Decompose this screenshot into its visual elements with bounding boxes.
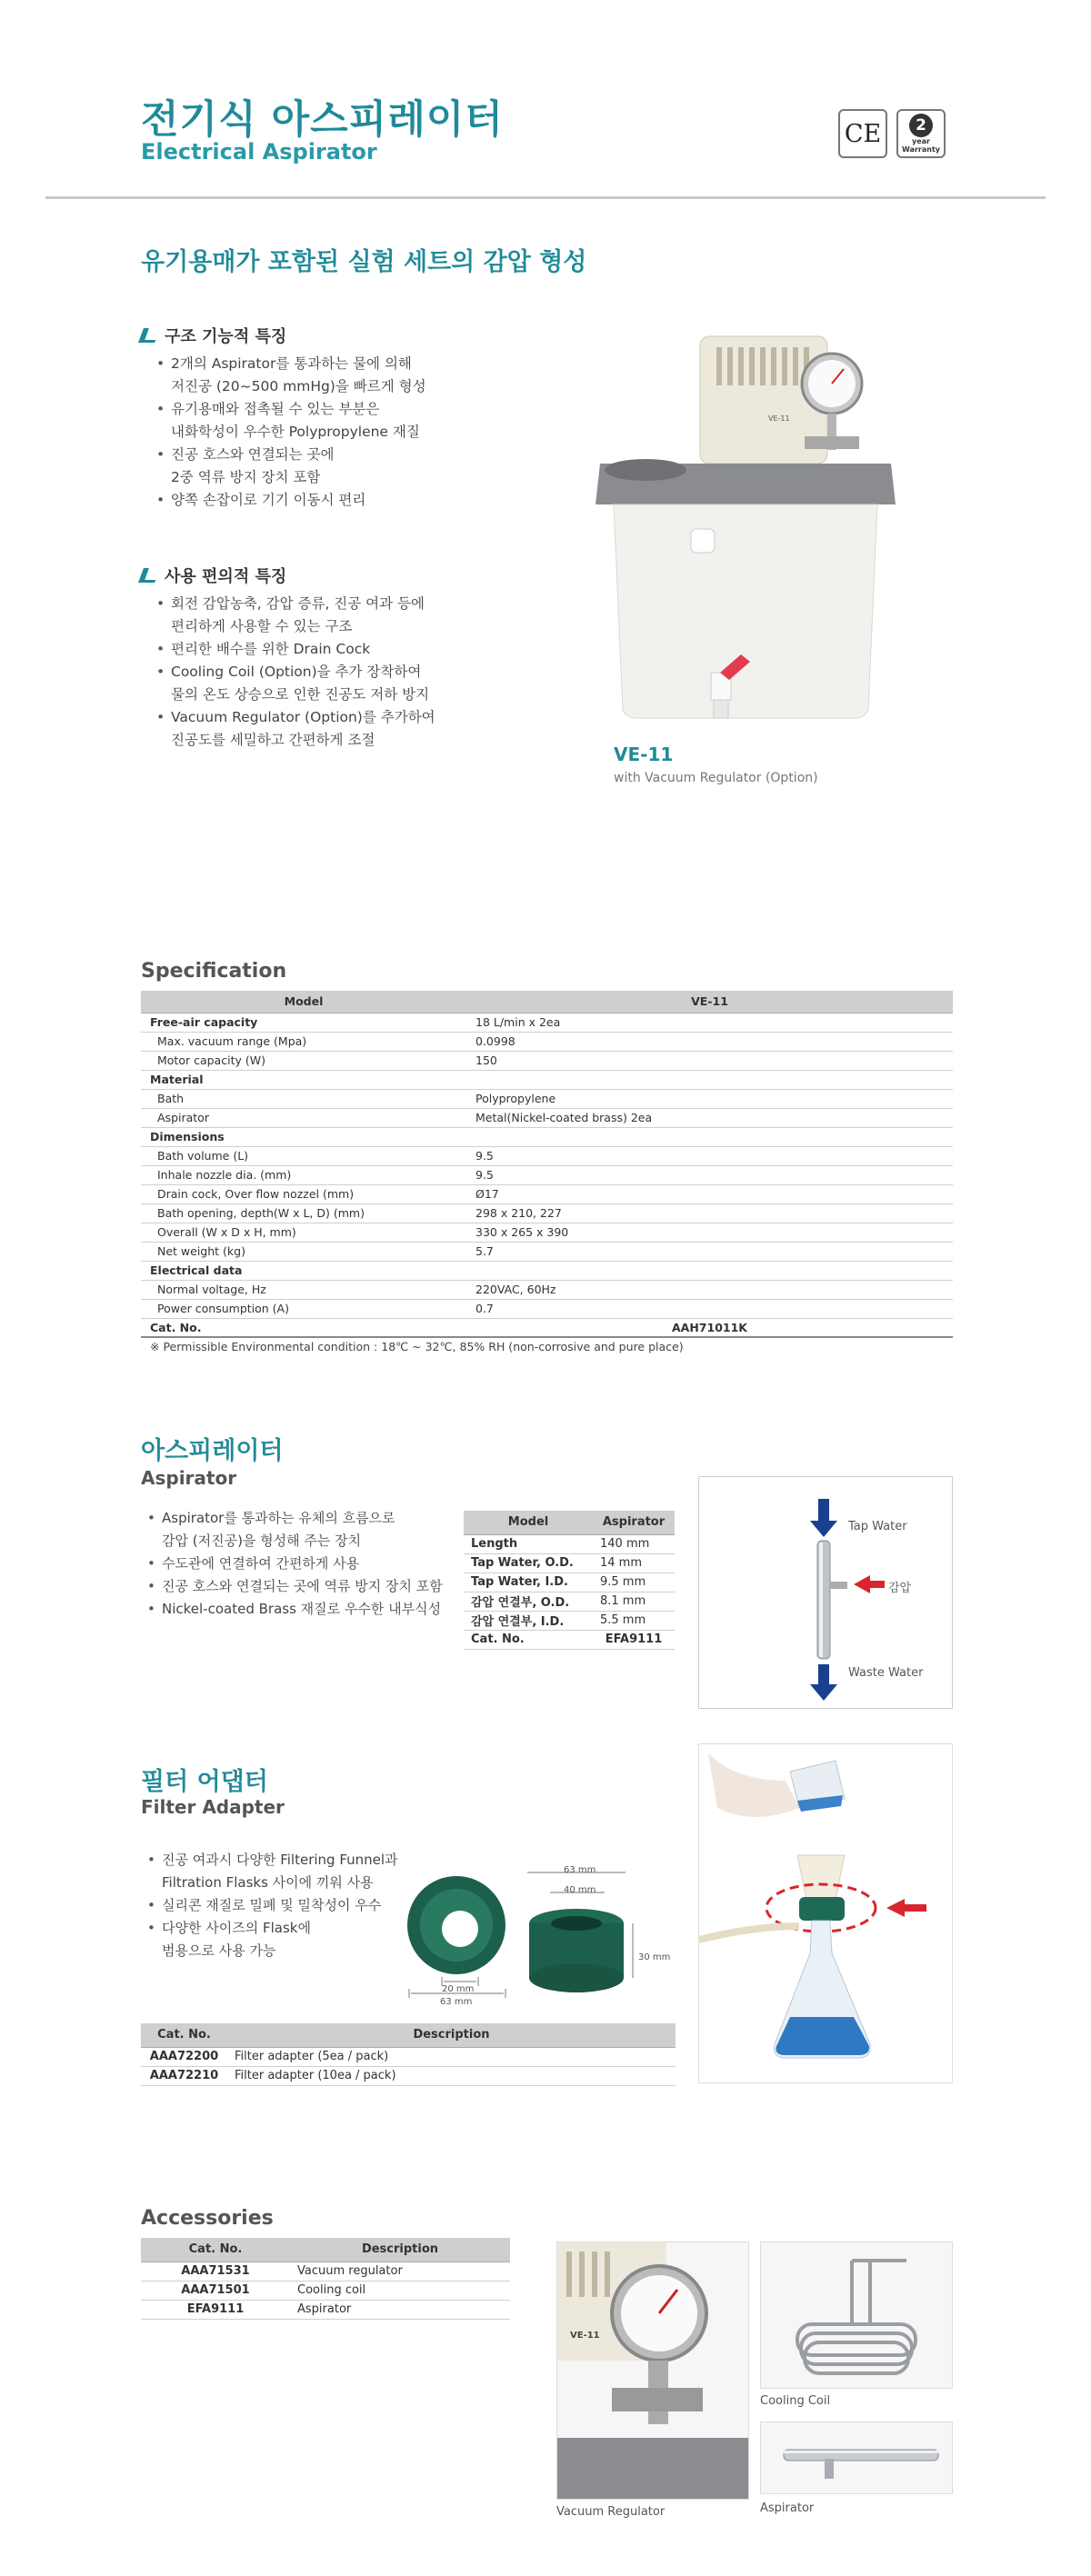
table-row [141, 1108, 953, 1127]
product-model-caption: VE-11 [614, 744, 674, 765]
accessory-cat-no: EFA9111 [141, 2300, 290, 2319]
spec-label: Net weight (kg) [141, 1242, 466, 1261]
aspirator-photo [760, 2421, 953, 2494]
dim-height: 30 mm [638, 1952, 671, 1962]
table-row [141, 1032, 953, 1051]
spec-value: 5.7 [466, 1242, 953, 1261]
ce-mark-label: CE [844, 119, 882, 148]
list-item: • 회전 감압농축, 감압 증류, 진공 여과 등에 편리하게 사용할 수 있는 구조 [153, 593, 553, 638]
table-row [141, 1242, 953, 1261]
accessory-description: Vacuum regulator [290, 2261, 510, 2281]
spec-label: Bath opening, depth(W x L, D) (mm) [141, 1203, 466, 1223]
dim-bottom-outer: 63 mm [440, 1997, 473, 2007]
filter-title: 필터 어댑터 [141, 1768, 268, 1796]
vacuum-regulator-label: Vacuum Regulator [556, 2505, 666, 2519]
list-item: • Nickel-coated Brass 재질로 우수한 내부식성 [144, 1598, 444, 1621]
ce-mark-badge [838, 109, 887, 158]
table-row [141, 2261, 510, 2281]
aspirator-spec-value: EFA9111 [593, 1630, 675, 1649]
pencil-icon [138, 328, 160, 343]
list-item: • 진공 호스와 연결되는 곳에 2중 역류 방지 장치 포함 [153, 444, 535, 489]
table-row [141, 1070, 953, 1089]
table-row [464, 1534, 675, 1553]
list-item: • 실리콘 재질로 밀폐 및 밀착성이 우수 [144, 1894, 416, 1917]
warranty-number: 2 [909, 114, 933, 137]
aspirator-col-model: Model [464, 1511, 593, 1534]
spec-label: Dimensions [141, 1127, 466, 1146]
page-title: 전기식 아스피레이터 [141, 97, 504, 143]
spec-value: 298 x 210, 227 [466, 1203, 953, 1223]
filter-col-cat: Cat. No. [141, 2023, 227, 2047]
table-row [464, 1573, 675, 1592]
list-item: • 유기용매와 접촉될 수 있는 부분은 내화학성이 우수한 Polypropylene 재질 [153, 398, 535, 444]
page-subtitle: Electrical Aspirator [141, 139, 377, 165]
spec-value: 0.0998 [466, 1032, 953, 1051]
spec-value [466, 1261, 953, 1280]
aspirator-spec-label: 감압 연결부, I.D. [464, 1611, 593, 1630]
aspirator-photo-label: Aspirator [760, 2501, 815, 2515]
aspirator-list [144, 1507, 444, 1621]
vacuum-regulator-photo [556, 2242, 749, 2500]
list-item: • 진공 호스와 연결되는 곳에 역류 방지 장치 포함 [144, 1575, 444, 1598]
warranty-label: year Warranty [902, 137, 940, 154]
list-item: • Cooling Coil (Option)을 추가 장착하여 물의 온도 상승으로 인한 진공도 저하 방지 [153, 661, 553, 706]
aspirator-spec-value: 5.5 mm [593, 1611, 675, 1630]
table-row [141, 1165, 953, 1184]
spec-table [141, 991, 953, 1338]
filter-cat-no: AAA72200 [141, 2047, 227, 2066]
filter-col-desc: Description [227, 2023, 676, 2047]
list-item: • 수도관에 연결하여 간편하게 사용 [144, 1553, 444, 1575]
aspirator-spec-label: Cat. No. [464, 1630, 593, 1649]
filter-adapter-diagram [400, 1863, 682, 2018]
filter-description: Filter adapter (5ea / pack) [227, 2047, 676, 2066]
spec-value: 18 L/min x 2ea [466, 1013, 953, 1032]
usability-list [153, 593, 553, 752]
aspirator-subtitle: Aspirator [141, 1467, 237, 1489]
aspirator-spec-label: Length [464, 1534, 593, 1553]
pencil-icon [138, 568, 160, 583]
dim-bottom-inner: 20 mm [442, 1984, 475, 1994]
table-row [141, 1013, 953, 1032]
spec-note: ※ Permissible Environmental condition : 18℃ ~ 32℃, 85% RH (non-corrosive and pure place) [150, 1340, 684, 1353]
aspirator-diagram [698, 1476, 953, 1709]
table-row [141, 1223, 953, 1242]
usability-heading [141, 564, 286, 587]
spec-label: Inhale nozzle dia. (mm) [141, 1165, 466, 1184]
table-row [464, 1611, 675, 1630]
spec-col-value: VE-11 [466, 991, 953, 1013]
filter-cat-no: AAA72210 [141, 2066, 227, 2085]
spec-value: 9.5 [466, 1165, 953, 1184]
arrow-down-icon [810, 1499, 837, 1537]
accessory-cat-no: AAA71501 [141, 2281, 290, 2300]
structure-list [153, 353, 535, 512]
aspirator-spec-label: Tap Water, I.D. [464, 1573, 593, 1592]
spec-label: Aspirator [141, 1108, 466, 1127]
aspirator-spec-value: 9.5 mm [593, 1573, 675, 1592]
spec-label: Bath volume (L) [141, 1146, 466, 1165]
table-row [141, 1127, 953, 1146]
aspirator-spec-label: Tap Water, O.D. [464, 1553, 593, 1573]
structure-heading-label: 구조 기능적 특징 [165, 327, 287, 346]
table-row [141, 2066, 676, 2085]
list-item: • 양쪽 손잡이로 기기 이동시 편리 [153, 489, 535, 512]
aspirator-spec-value: 140 mm [593, 1534, 675, 1553]
warranty-badge [896, 109, 946, 158]
accessory-description: Cooling coil [290, 2281, 510, 2300]
spec-value: Metal(Nickel-coated brass) 2ea [466, 1108, 953, 1127]
list-item: • 다양한 사이즈의 Flask에 범용으로 사용 가능 [144, 1917, 416, 1962]
table-row [141, 1280, 953, 1299]
spec-value: 150 [466, 1051, 953, 1070]
device-model-label: VE-11 [570, 2331, 600, 2341]
table-row [141, 1184, 953, 1203]
spec-label: Drain cock, Over flow nozzel (mm) [141, 1184, 466, 1203]
spec-value: Ø17 [466, 1184, 953, 1203]
aspirator-table [464, 1511, 675, 1650]
accessories-col-desc: Description [290, 2238, 510, 2261]
table-row [141, 2281, 510, 2300]
spec-label: Electrical data [141, 1261, 466, 1280]
spec-value [466, 1070, 953, 1089]
header-divider [45, 196, 1046, 199]
table-row [141, 1261, 953, 1280]
spec-label: Motor capacity (W) [141, 1051, 466, 1070]
table-row [141, 1203, 953, 1223]
accessories-title: Accessories [141, 2207, 274, 2230]
filter-adapter-photo [698, 1743, 953, 2083]
spec-cat-label: Cat. No. [141, 1318, 466, 1337]
spec-label: Normal voltage, Hz [141, 1280, 466, 1299]
filter-description: Filter adapter (10ea / pack) [227, 2066, 676, 2085]
list-item: • 편리한 배수를 위한 Drain Cock [153, 638, 553, 661]
aspirator-title: 아스피레이터 [141, 1437, 284, 1465]
table-row [464, 1592, 675, 1611]
list-item: • Vacuum Regulator (Option)를 추가하여 진공도를 세밀하고 간편하게 조절 [153, 706, 553, 752]
table-row [141, 1146, 953, 1165]
arrow-left-icon [886, 1899, 926, 1917]
label-waste-water: Waste Water [848, 1666, 924, 1680]
spec-value: 220VAC, 60Hz [466, 1280, 953, 1299]
list-item: • 진공 여과시 다양한 Filtering Funnel과 Filtration Flasks 사이에 끼워 사용 [144, 1849, 416, 1894]
table-row [141, 2047, 676, 2066]
spec-value [466, 1127, 953, 1146]
aspirator-col-value: Aspirator [593, 1511, 675, 1534]
aspirator-spec-value: 14 mm [593, 1553, 675, 1573]
spec-label: Overall (W x D x H, mm) [141, 1223, 466, 1242]
spec-value: Polypropylene [466, 1089, 953, 1108]
accessory-description: Aspirator [290, 2300, 510, 2319]
product-caption: with Vacuum Regulator (Option) [614, 771, 818, 785]
table-row [141, 1051, 953, 1070]
usability-heading-label: 사용 편의적 특징 [165, 567, 287, 586]
label-reduced-pressure: 감압 [888, 1582, 912, 1595]
intro-headline: 유기용매가 포함된 실험 세트의 감압 형성 [141, 248, 587, 276]
table-row [464, 1630, 675, 1649]
aspirator-spec-label: 감압 연결부, O.D. [464, 1592, 593, 1611]
arrow-left-icon [854, 1575, 885, 1593]
cooling-coil-label: Cooling Coil [760, 2394, 831, 2408]
accessory-cat-no: AAA71531 [141, 2261, 290, 2281]
spec-label: Max. vacuum range (Mpa) [141, 1032, 466, 1051]
list-item: • 2개의 Aspirator를 통과하는 물에 의해 저진공 (20~500 mmHg)을 빠르게 형성 [153, 353, 535, 398]
spec-col-model: Model [141, 991, 466, 1013]
aspirator-spec-value: 8.1 mm [593, 1592, 675, 1611]
structure-heading [141, 324, 286, 347]
table-row [141, 2300, 510, 2319]
dim-inner: 40 mm [564, 1885, 596, 1895]
label-tap-water: Tap Water [848, 1520, 907, 1533]
list-item: • Aspirator를 통과하는 유체의 흐름으로 감압 (저진공)을 형성해 주는 장치 [144, 1507, 444, 1553]
spec-value: 0.7 [466, 1299, 953, 1318]
table-row [141, 1299, 953, 1318]
arrow-down-icon [810, 1664, 837, 1701]
filter-table [141, 2023, 676, 2086]
dim-top: 63 mm [564, 1865, 596, 1875]
spec-label: Free-air capacity [141, 1013, 466, 1032]
product-photo-ve11 [573, 327, 909, 736]
cooling-coil-photo [760, 2242, 953, 2389]
device-model-label: VE-11 [768, 414, 790, 423]
filter-subtitle: Filter Adapter [141, 1796, 285, 1818]
spec-label: Bath [141, 1089, 466, 1108]
table-row [464, 1553, 675, 1573]
spec-value: 9.5 [466, 1146, 953, 1165]
spec-title: Specification [141, 960, 287, 983]
accessories-col-cat: Cat. No. [141, 2238, 290, 2261]
accessories-table [141, 2238, 510, 2320]
filter-list [144, 1849, 416, 1962]
spec-value: 330 x 265 x 390 [466, 1223, 953, 1242]
spec-cat-value: AAH71011K [466, 1318, 953, 1337]
spec-label: Material [141, 1070, 466, 1089]
table-row [141, 1089, 953, 1108]
spec-label: Power consumption (A) [141, 1299, 466, 1318]
